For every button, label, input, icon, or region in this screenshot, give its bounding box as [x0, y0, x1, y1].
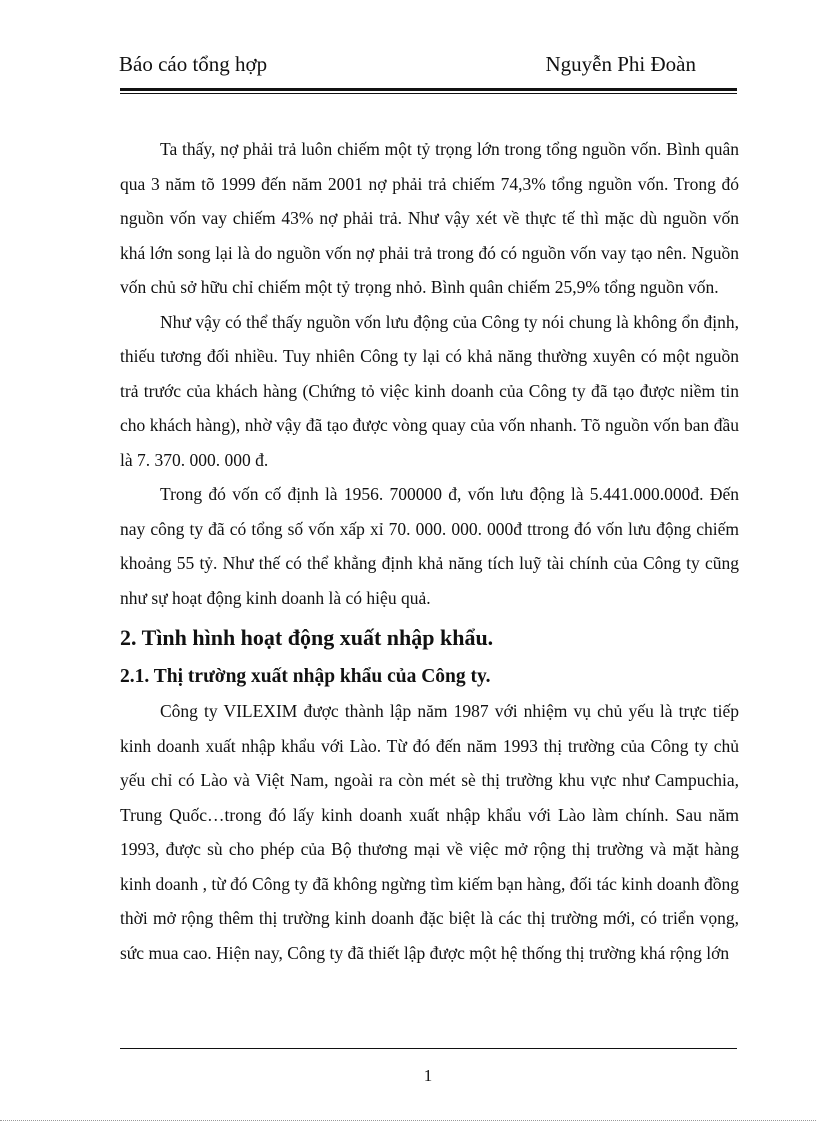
header-rule-thin — [120, 93, 737, 94]
body-text — [120, 132, 739, 970]
paragraph-vilexim-markets: Công ty VILEXIM được thành lập năm 1987 với nhiệm vụ chủ yếu là trực tiếp kinh doanh xuất nhập khẩu với Lào. Từ đó đến năm 1993 thị trường của Công ty chủ yếu chỉ có Lào và Việt Nam, ngoài ra còn mét sè thị trường khu vực như Campuchia, Trung Quốc…trong đó lấy kinh doanh xuất nhập khẩu với Lào làm chính. Sau năm 1993, được sù cho phép của Bộ thương mại về việc mở rộng thị trường và mặt hàng kinh doanh , từ đó Công ty đã không ngừng tìm kiếm bạn hàng, đối tác kinh doanh đồng thời mở rộng thêm thị trường kinh doanh đặc biệt là các thị trường mới, có triển vọng, sức mua cao. Hiện nay, Công ty đã thiết lập được một hệ thống thị trường khá rộng lớn — [120, 701, 739, 963]
section-heading-import-export: 2. Tình hình hoạt động xuất nhập khẩu. — [120, 625, 494, 650]
header-author-name: Nguyễn Phi Đoàn — [545, 52, 696, 76]
header-rule-thick — [120, 88, 737, 91]
page-number: 1 — [423, 1066, 433, 1085]
header-report-title: Báo cáo tổng hợp — [119, 52, 268, 76]
subsection-heading-markets: 2.1. Thị trường xuất nhập khẩu của Công ty. — [120, 666, 491, 687]
paragraph-working-capital: Như vậy có thể thấy nguồn vốn lưu động của Công ty nói chung là không ổn định, thiếu tương đối nhiều. Tuy nhiên Công ty lại có khả năng thường xuyên có một nguồn trả trước của khách hàng (Chứng tỏ việc kinh doanh của Công ty đã tạo được niềm tin cho khách hàng), nhờ vậy đã tạo được vòng quay của vốn nhanh. Tõ nguồn vốn ban đầu là 7. 370. 000. 000 đ. — [120, 311, 739, 470]
paragraph-liabilities: Ta thấy, nợ phải trả luôn chiếm một tỷ trọng lớn trong tổng nguồn vốn. Bình quân qua 3 năm tõ 1999 đến năm 2001 nợ phải trả chiếm 74,3% tổng nguồn vốn. Trong đó nguồn vốn vay chiếm 43% nợ phải trả. Như vậy xét về thực tế thì mặc dù nguồn vốn khá lớn song lại là do nguồn vốn nợ phải trả trong đó có nguồn vốn vay tạo nên. Nguồn vốn chủ sở hữu chỉ chiếm một tỷ trọng nhỏ. Bình quân chiếm 25,9% tổng nguồn vốn. — [120, 139, 739, 297]
paragraph-fixed-capital: Trong đó vốn cố định là 1956. 700000 đ, vốn lưu động là 5.441.000.000đ. Đến nay công ty đã có tổng số vốn xấp xỉ 70. 000. 000. 000đ ttrong đó vốn lưu động chiếm khoảng 55 tỷ. Như thế có thể khẳng định khả năng tích luỹ tài chính của Công ty cũng như sự hoạt động kinh doanh là có hiệu quả. — [120, 484, 739, 608]
footer-rule — [120, 1048, 737, 1049]
page-edge-divider — [0, 1120, 816, 1121]
